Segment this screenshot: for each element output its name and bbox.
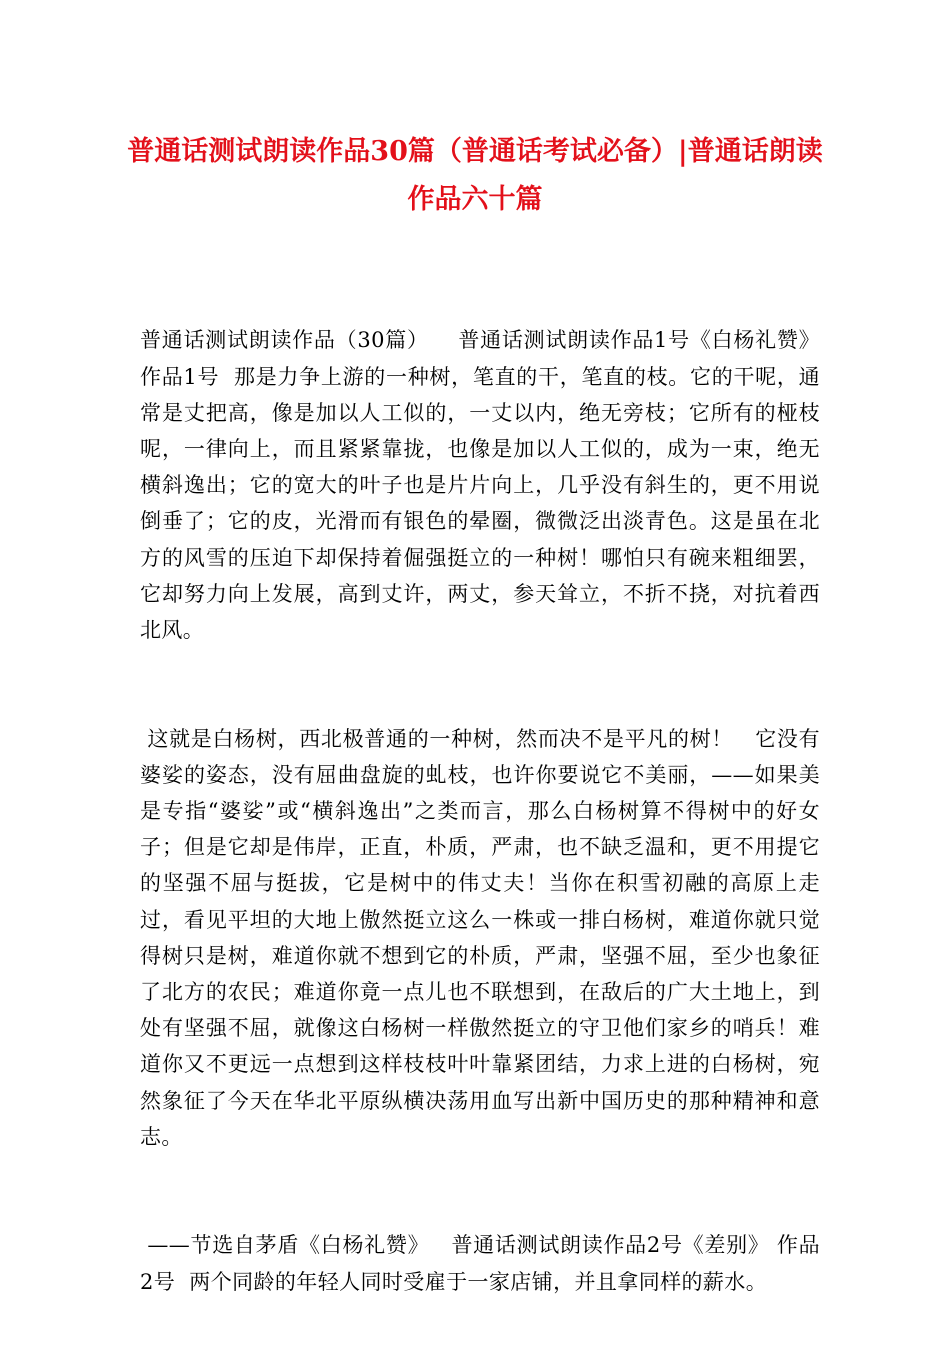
paragraph: 这就是白杨树，西北极普通的一种树，然而决不是平凡的树！ 它没有婆娑的姿态，没有屈曲盘旋的虬枝，也许你要说它不美丽，——如果美是专指“婆娑”或“横斜逸出”之类而言，那么白杨树算不得树中的好女子；但是它却是伟岸，正直，朴质，严肃，也不缺乏温和，更不用提它的坚强不屈与挺拔，它是树中的伟丈夫！当你在积雪初融的高原上走过，看见平坦的大地上傲然挺立这么一株或一排白杨树，难道你就只觉得树只是树，难道你就不想到它的朴质，严肃，坚强不屈，至少也象征了北方的农民；难道你竟一点儿也不联想到，在敌后的广大土地上，到处有坚强不屈，就像这白杨树一样傲然挺立的守卫他们家乡的哨兵！难道你又不更远一点想到这样枝枝叶叶靠紧团结，力求上进的白杨树，宛然象征了今天在华北平原纵横决荡用血写出新中国历史的那种精神和意志。 <box>140 726 820 1149</box>
document-body <box>140 250 835 1372</box>
paragraph: ——节选自茅盾《白杨礼赞》 普通话测试朗读作品2号《差别》 作品2号 两个同龄的年轻人同时受雇于一家店铺，并且拿同样的薪水。 <box>140 1233 820 1294</box>
document-title: 普通话测试朗读作品30篇（普通话考试必备）|普通话朗读作品六十篇 <box>127 136 823 215</box>
paragraph: 普通话测试朗读作品（30篇） 普通话测试朗读作品1号《白杨礼赞》 作品1号 那是力争上游的一种树，笔直的干，笔直的枝。它的干呢，通常是丈把高，像是加以人工似的，一丈以内，绝无旁枝；它所有的桠枝呢，一律向上，而且紧紧靠拢，也像是加以人工似的，成为一束，绝无横斜逸出；它的宽大的叶子也是片片向上，几乎没有斜生的，更不用说倒垂了；它的皮，光滑而有银色的晕圈，微微泛出淡青色。这是虽在北方的风雪的压迫下却保持着倔强挺立的一种树！哪怕只有碗来粗细罢，它却努力向上发展，高到丈许，两丈，参天耸立，不折不挠，对抗着西北风。 <box>140 328 835 643</box>
